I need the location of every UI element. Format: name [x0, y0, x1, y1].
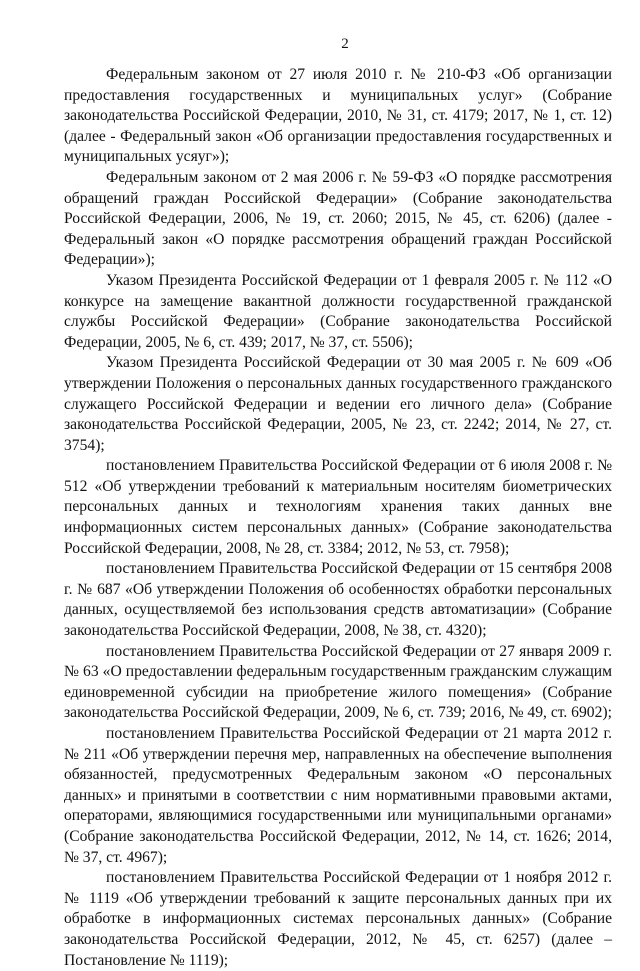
legal-reference-paragraph: Указом Президента Российской Федерации от 1 февраля 2005 г. № 112 «О конкурсе на замещение вакантной должности государственной гражданской службы Российской Федерации» (Собрание законодательства Российской Федерации, 2005, № 6, ст. 439; 2017, № 37, ст. 5506);: [64, 271, 612, 351]
legal-reference-paragraph: постановлением Правительства Российской Федерации от 15 сентября 2008 г. № 687 «Об утверждении Положения об особенностях обработки персональных данных, осуществляемой без использования средств автоматизации» (Собрание законодательства Российской Федерации, 2008, № 38, ст. 4320);: [64, 560, 612, 640]
legal-reference-paragraph: Федеральным законом от 27 июля 2010 г. № 210-ФЗ «Об организации предоставления государственных и муниципальных услуг» (Собрание законодательства Российской Федерации, 2010, № 31, ст. 4179; 2017, № 1, ст. 12) (далее - Федеральный закон «Об организации предоставления государственных и муниципальных усяуг»);: [64, 66, 612, 166]
legal-reference-paragraph: постановлением Правительства Российской Федерации от 21 марта 2012 г. № 211 «Об утверждении перечня мер, направленных на обеспечение выполнения обязанностей, предусмотренных Федеральным законом «О персональных данных» и принятыми в соответствии с ним нормативными правовыми актами, операторами, являющимися государственными или муниципальными органами» (Собрание законодательства Российской Федерации, 2012, № 14, ст. 1626; 2014, № 37, ст. 4967);: [64, 725, 612, 866]
legal-reference-paragraph: постановлением Правительства Российской Федерации от 27 января 2009 г. № 63 «О предоставлении федеральным государственным гражданским служащим единовременной субсидии на приобретение жилого помещения» (Собрание законодательства Российской Федерации, 2009, № 6, ст. 739; 2016, № 49, ст. 6902);: [64, 642, 612, 722]
paragraph-list: [64, 65, 612, 971]
legal-reference-paragraph: постановлением Правительства Российской Федерации от 1 ноября 2012 г. № 1119 «Об утверждении требований к защите персональных данных при их обработке в информационных системах персональных данных» (Собрание законодательства Российской Федерации, 2012, № 45, ст. 6257) (далее – Постановление № 1119);: [64, 869, 612, 969]
page-number: 2: [341, 36, 349, 52]
legal-reference-paragraph: постановлением Правительства Российской Федерации от 6 июля 2008 г. № 512 «Об утверждении требований к материальным носителям биометрических персональных данных и технологиям хранения таких данных вне информационных систем персональных данных» (Собрание законодательства Российской Федерации, 2008, № 28, ст. 3384; 2012, № 53, ст. 7958);: [64, 457, 612, 557]
legal-reference-paragraph: Федеральным законом от 2 мая 2006 г. № 59-ФЗ «О порядке рассмотрения обращений граждан Российской Федерации» (Собрание законодательства Российской Федерации, 2006, № 19, ст. 2060; 2015, № 45, ст. 6206) (далее - Федеральный закон «О порядке рассмотрения обращений граждан Российской Федерации»);: [64, 168, 612, 269]
legal-reference-paragraph: Указом Президента Российской Федерации от 30 мая 2005 г. № 609 «Об утверждении Положения о персональных данных государственного гражданского служащего Российской Федерации и ведении его личного дела» (Собрание законодательства Российской Федерации, 2005, № 23, ст. 2242; 2014, № 27, ст. 3754);: [64, 354, 612, 454]
